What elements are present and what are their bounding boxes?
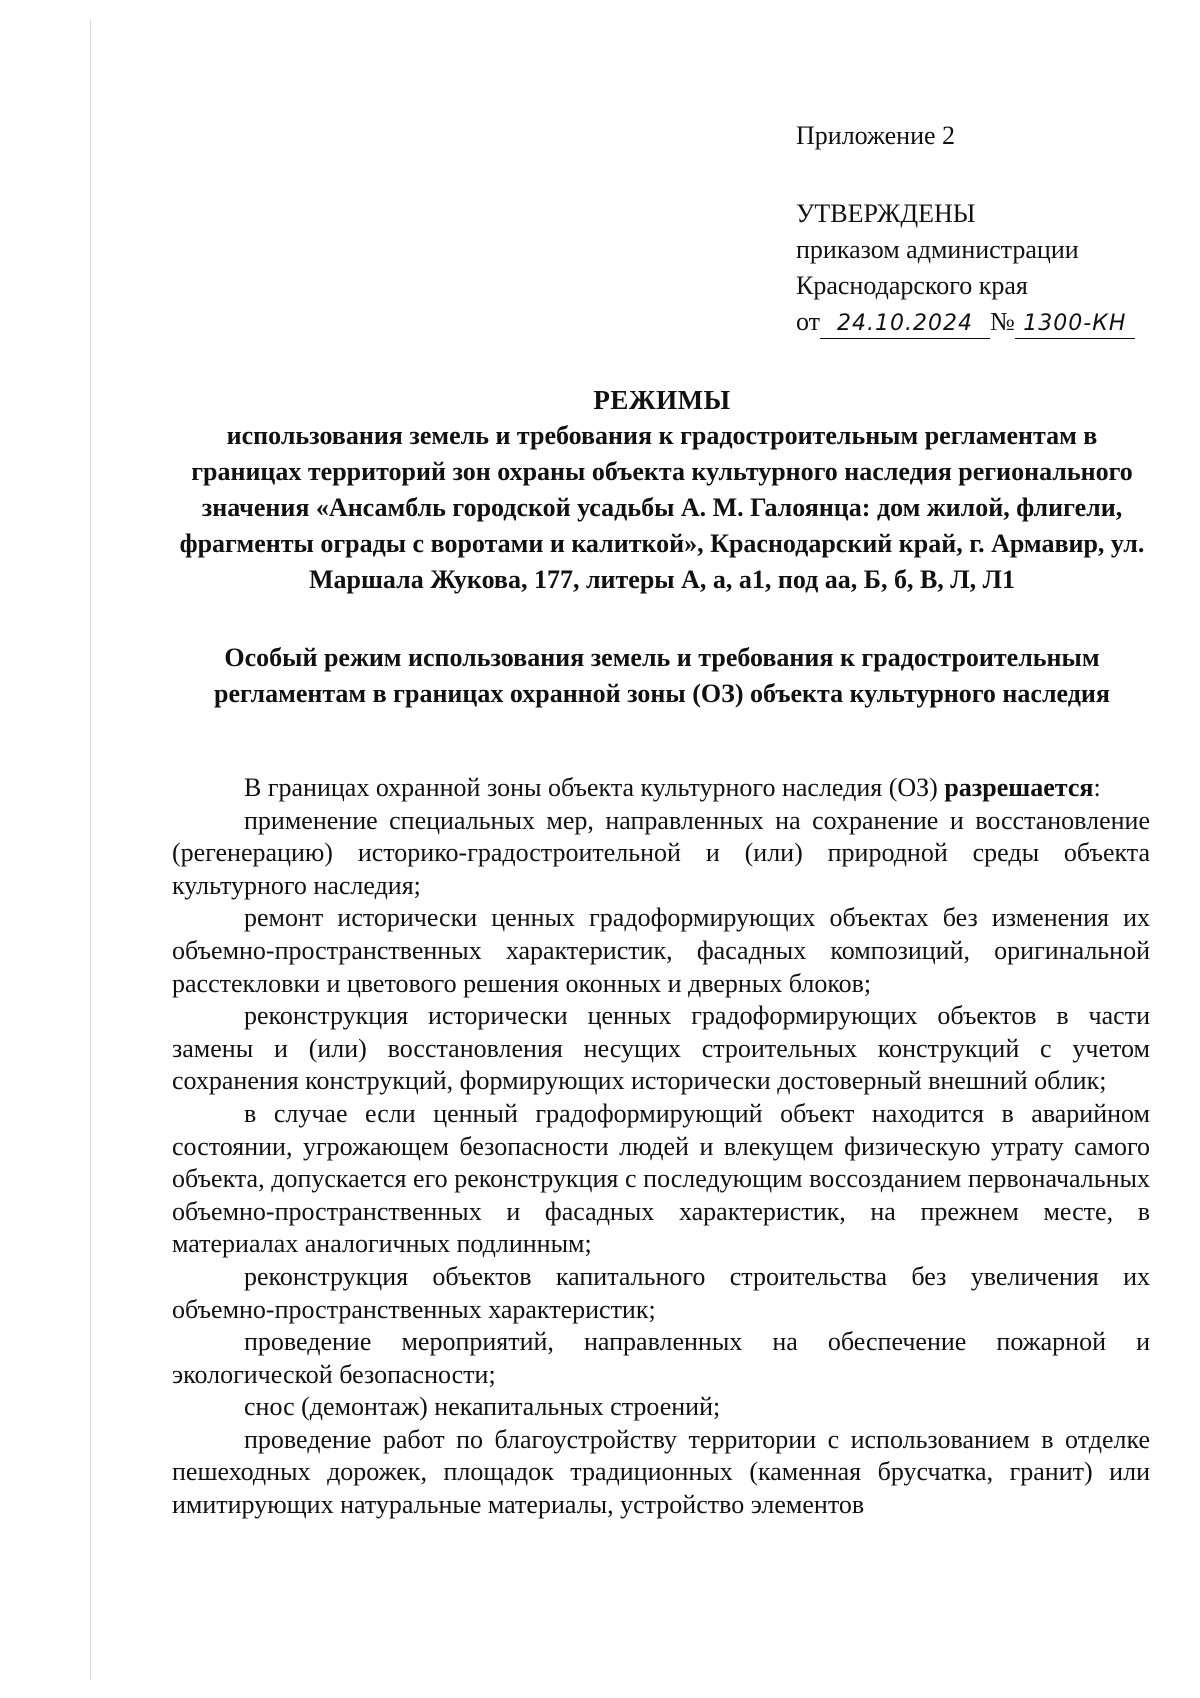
section-heading: Особый режим использования земель и требования к градостроительным регламентам в границах охранной зоны (ОЗ) объекта культурного наследия: [214, 643, 1110, 708]
intro-paragraph: [172, 772, 1150, 805]
intro-bold: разрешается: [944, 773, 1094, 802]
number-prefix: №: [990, 307, 1015, 336]
document-subtitle: использования земель и требования к градостроительным регламентам в границах территорий зон охраны объекта культурного наследия регионального значения «Ансамбль городской усадьбы А. М. Галоянца: дом жилой, флигели, фрагменты ограды с воротами и калиткой», Краснодарский край, г. Армавир, ул. Маршала Жукова, 177, литеры А, а, а1, под аа, Б, б, В, Л, Л1: [179, 421, 1145, 594]
order-line: приказом администрации: [796, 235, 1079, 264]
list-item: ремонт исторически ценных градоформирующих объектах без изменения их объемно-пространственных характеристик, фасадных композиций, оригинальной расстекловки и цветового решения оконных и дверных блоков;: [172, 903, 1150, 998]
appendix-label: Приложение 2: [796, 121, 956, 150]
list-item: в случае если ценный градоформирующий объект находится в аварийном состоянии, угрожающем безопасности людей и влекущем физическую утрату самого объекта, допускается его реконструкция с последующим воссозданием первоначальных объемно-пространственных и фасадных характеристик, на прежнем месте, в материалах аналогичных подлинным;: [172, 1098, 1150, 1259]
approval-stamp-block: [796, 118, 1135, 340]
list-item: снос (демонтаж) некапитальных строений;: [244, 1392, 721, 1422]
intro-text: В границах охранной зоны объекта культурного наследия (ОЗ): [244, 773, 938, 802]
list-item: реконструкция исторически ценных градоформирующих объектов в части замены и (или) восстановления несущих строительных конструкций с учетом сохранения конструкций, формирующих исторически достоверный внешний облик;: [172, 1001, 1150, 1096]
intro-colon: :: [1093, 773, 1101, 802]
document-title: РЕЖИМЫ: [593, 385, 731, 415]
approved-label: УТВЕРЖДЕНЫ: [796, 199, 976, 228]
region-line: Краснодарского края: [796, 271, 1028, 300]
list-item: проведение работ по благоустройству территории с использованием в отделке пешеходных дорожек, площадок традиционных (каменная брусчатка, гранит) или имитирующих натуральные материалы, устройство элементов: [172, 1424, 1150, 1520]
list-item: проведение мероприятий, направленных на обеспечение пожарной и экологической безопасности;: [172, 1327, 1150, 1389]
list-item: применение специальных мер, направленных на сохранение и восстановление (регенерацию) историко-градостроительной и (или) природной среды объекта культурного наследия;: [172, 805, 1150, 900]
list-item: реконструкция объектов капитального строительства без увеличения их объемно-пространственных характеристик;: [172, 1261, 1150, 1324]
handwritten-date: 24.10.2024: [820, 310, 990, 339]
body-text: [172, 772, 1150, 1522]
handwritten-number: 1300-КН: [1015, 310, 1135, 339]
document-title-block: [172, 382, 1152, 598]
date-prefix: от: [796, 307, 821, 336]
date-number-line: [796, 304, 1135, 340]
page-margin-line: [90, 20, 91, 1680]
